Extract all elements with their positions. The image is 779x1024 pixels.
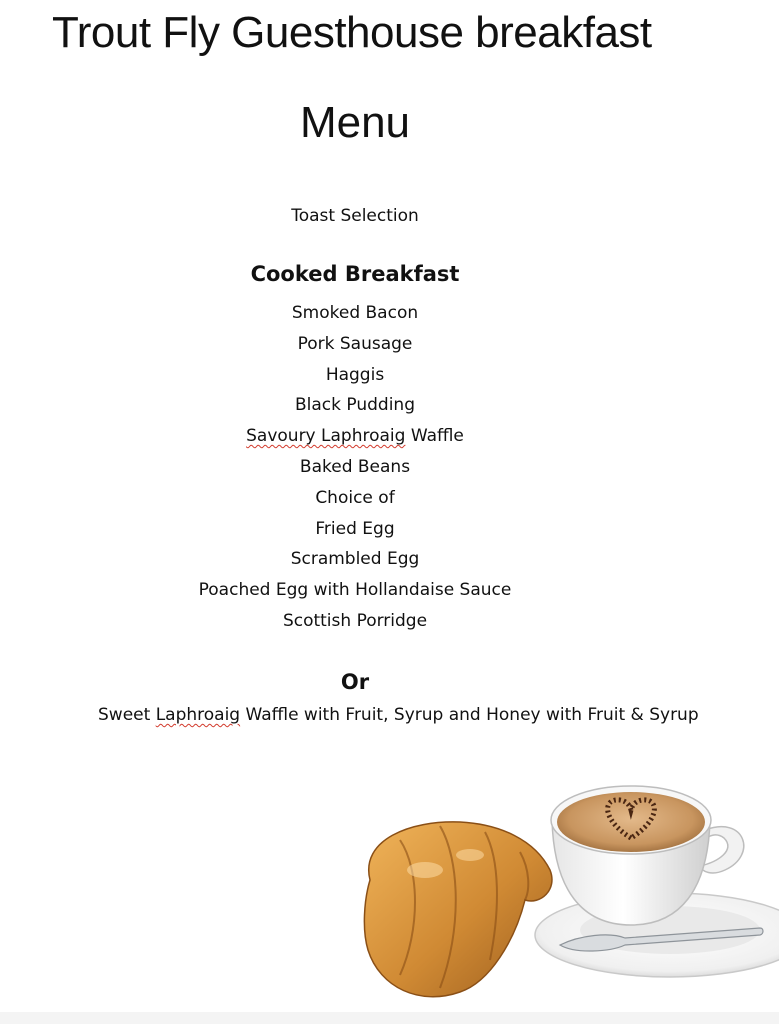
page-footer-band bbox=[0, 1012, 779, 1024]
coffee-foam bbox=[557, 792, 705, 852]
menu-title: Trout Fly Guesthouse breakfast bbox=[52, 8, 652, 57]
menu-item: Savoury Laphroaig Waffle bbox=[246, 426, 464, 447]
menu-item: Smoked Bacon bbox=[291, 303, 419, 323]
croissant-coffee-image bbox=[340, 760, 779, 1024]
menu-item: Baked Beans bbox=[299, 456, 411, 477]
menu-item: Fried Egg bbox=[315, 518, 395, 539]
spellcheck-underline: Savoury Laphroaig bbox=[246, 426, 406, 447]
croissant bbox=[364, 822, 552, 997]
menu-item: Choice of bbox=[315, 487, 395, 508]
menu-item: Pork Sausage bbox=[297, 333, 413, 354]
menu-item: Scottish Porridge bbox=[282, 610, 428, 631]
spellcheck-underline: Laphroaig bbox=[155, 705, 241, 725]
menu-item: Haggis bbox=[325, 364, 385, 385]
menu-item: Poached Egg with Hollandaise Sauce bbox=[198, 580, 512, 601]
menu-item: Scrambled Egg bbox=[290, 549, 420, 570]
menu-subtitle: Menu bbox=[299, 98, 411, 147]
sweet-waffle-option: Sweet Laphroaig Waffle with Fruit, Syrup and Honey with Fruit & Syrup bbox=[98, 705, 699, 725]
toast-selection: Toast Selection bbox=[291, 206, 419, 226]
menu-item: Black Pudding bbox=[295, 395, 415, 416]
cooked-breakfast-list bbox=[0, 298, 710, 637]
cooked-breakfast-heading: Cooked Breakfast bbox=[250, 262, 460, 286]
or-divider: Or bbox=[340, 670, 370, 694]
